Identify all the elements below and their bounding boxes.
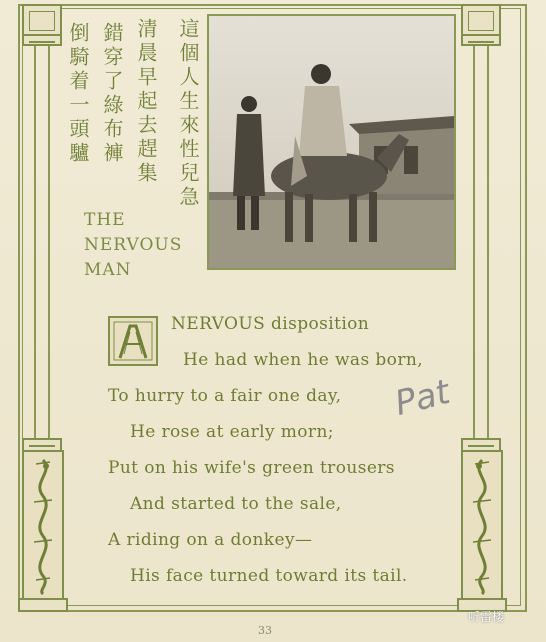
left-column-capital xyxy=(22,4,62,38)
poem-line: Put on his wife's green trousers xyxy=(108,458,395,478)
poem-first-line: NERVOUS disposition xyxy=(171,314,370,334)
title-line-1: THE xyxy=(84,210,126,230)
title-line-2: NERVOUS xyxy=(84,235,183,255)
dragon-icon xyxy=(463,452,501,598)
right-column-capital xyxy=(461,4,501,38)
left-dragon-panel xyxy=(22,450,64,600)
poem-line: He rose at early morn; xyxy=(130,422,334,442)
chinese-verse-column-2: 清晨早起去趕集 xyxy=(134,18,158,186)
poem-title xyxy=(84,208,182,283)
left-column-capital-band xyxy=(22,34,62,46)
right-column-capital-band xyxy=(461,34,501,46)
right-column-ornament xyxy=(465,4,495,608)
left-column-ornament xyxy=(26,4,56,608)
watermark-text: 听雷楼 xyxy=(468,610,505,624)
chinese-verse-column-4: 倒騎着一頭驢 xyxy=(66,22,90,166)
decorated-initial-a xyxy=(108,316,158,366)
poem-line: A riding on a donkey— xyxy=(108,530,313,550)
photograph-man-on-donkey xyxy=(207,14,456,270)
chinese-verse-column-1: 這個人生來性兒急 xyxy=(176,18,200,210)
pencil-annotation: Pat xyxy=(390,371,454,425)
photo-illustration xyxy=(209,16,454,268)
title-line-3: MAN xyxy=(84,260,132,280)
chinese-verse-column-3: 錯穿了綠布褲 xyxy=(100,22,124,166)
right-dragon-panel xyxy=(461,450,503,600)
poem-line: He had when he was born, xyxy=(183,350,423,370)
dragon-icon xyxy=(24,452,62,598)
page-number: 33 xyxy=(258,624,272,637)
letter-a-icon xyxy=(110,318,156,364)
poem-line: His face turned toward its tail. xyxy=(130,566,408,586)
left-column-base xyxy=(18,598,68,612)
poem-line: And started to the sale, xyxy=(130,494,342,514)
poem-line: To hurry to a fair one day, xyxy=(108,386,342,406)
